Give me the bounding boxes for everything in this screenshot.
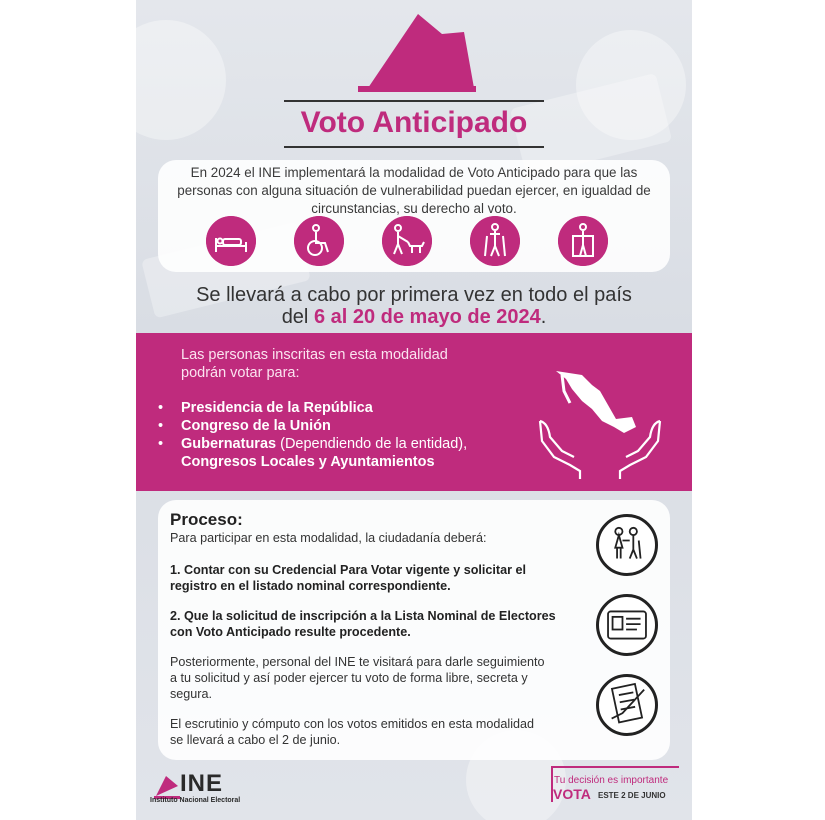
office-name: Gubernaturas bbox=[181, 436, 277, 452]
slogan-line-2: ESTE 2 DE JUNIO bbox=[598, 791, 666, 800]
intro-box bbox=[158, 160, 670, 272]
process-box bbox=[158, 500, 670, 760]
poster bbox=[136, 0, 692, 820]
office-name: Congreso de la Unión bbox=[181, 418, 331, 434]
list-item bbox=[158, 453, 538, 471]
office-note: (Dependiendo de la entidad), bbox=[276, 436, 468, 452]
process-step-2: 2. Que la solicitud de inscripción a la Lista Nominal de Electores con Voto Anticipado resulte procedente. bbox=[170, 609, 556, 639]
title-rule-bottom bbox=[284, 146, 544, 148]
process-title: Proceso: bbox=[170, 510, 243, 529]
ballot-marked-icon bbox=[596, 674, 658, 736]
mexico-map-hands-icon bbox=[536, 361, 664, 479]
elderly-couple-icon bbox=[596, 514, 658, 576]
process-step-1: 1. Contar con su Credencial Para Votar vigente y solicitar el registro en el listado nominal correspondiente. bbox=[170, 563, 527, 593]
list-item bbox=[158, 399, 538, 417]
slogan-vota: VOTA bbox=[553, 786, 591, 802]
date-line-2 bbox=[136, 306, 692, 329]
date-line-1: Se llevará a cabo por primera vez en todo el país bbox=[196, 284, 632, 306]
ballot-icon bbox=[358, 10, 476, 92]
ine-logo-text: INE bbox=[180, 770, 224, 797]
date-prefix: del bbox=[281, 306, 314, 328]
list-item bbox=[158, 417, 538, 435]
voter-id-card-icon bbox=[596, 594, 658, 656]
list-item bbox=[158, 435, 538, 453]
offices-band bbox=[136, 333, 692, 491]
crutch-icon bbox=[470, 216, 520, 266]
slogan-line-1: Tu decisión es importante bbox=[554, 775, 669, 786]
walker-icon bbox=[558, 216, 608, 266]
ine-logo-subtitle: Instituto Nacional Electoral bbox=[150, 797, 241, 804]
office-name: Presidencia de la República bbox=[181, 400, 373, 416]
intro-text: En 2024 el INE implementará la modalidad de Voto Anticipado para que las personas con alguna situación de vulnerabilidad puedan ejercer, en igualdad de circunstancias, su derecho al voto. bbox=[177, 165, 651, 216]
hospital-bed-icon bbox=[206, 216, 256, 266]
wheelchair-icon bbox=[294, 216, 344, 266]
guide-dog-icon bbox=[382, 216, 432, 266]
process-paragraph-2: El escrutinio y cómputo con los votos emitidos en esta modalidad se llevará a cabo el 2 de junio. bbox=[170, 717, 535, 747]
date-suffix: . bbox=[540, 306, 547, 328]
process-paragraph-1: Posteriormente, personal del INE te visitará para darle seguimiento a tu solicitud y así poder ejercer tu voto de forma libre, secreta y segura. bbox=[170, 655, 545, 701]
offices-list bbox=[158, 399, 538, 471]
vulnerability-icon-row bbox=[158, 216, 670, 266]
title-rule-top bbox=[284, 100, 544, 102]
date-highlight: 6 al 20 de mayo de 2024 bbox=[313, 306, 541, 328]
band-intro: Las personas inscritas en esta modalidad podrán votar para: bbox=[181, 347, 448, 381]
process-lead: Para participar en esta modalidad, la ciudadanía deberá: bbox=[170, 531, 487, 545]
office-name: Congresos Locales y Ayuntamientos bbox=[181, 454, 435, 470]
page-title: Voto Anticipado bbox=[300, 106, 528, 139]
